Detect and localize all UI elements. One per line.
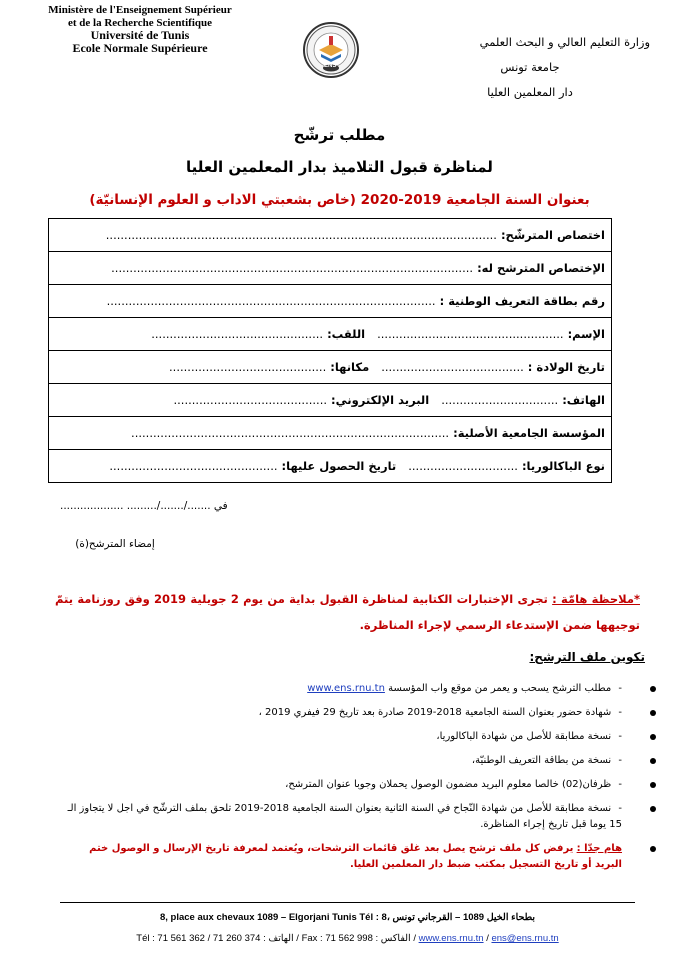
bac-date-label: تاريخ الحصول عليها: (281, 459, 397, 473)
phone-dots: ................................ (441, 393, 559, 407)
list-item (62, 729, 642, 745)
specialty-field[interactable] (49, 219, 612, 252)
bullet-icon (650, 734, 656, 740)
name-field[interactable] (49, 318, 612, 351)
form-row-specialty (49, 219, 612, 252)
form-row-institution (49, 417, 612, 450)
list-item (62, 801, 642, 833)
header-fr-line: et de la Recherche Scientifique (68, 16, 212, 29)
footer-contacts: Tél : 71 561 362 / 71 260 374 : الهاتف / Fax : 71 562 998 : الفاكس / www.ens.rnu.tn / ens@ens.rnu.tn (136, 933, 559, 944)
national-id-field[interactable] (49, 285, 612, 318)
candidate-form-table (48, 218, 612, 483)
footer-tel: Tél : 71 561 362 / 71 260 374 (136, 933, 261, 944)
bullet-icon (650, 846, 656, 852)
list-item (62, 777, 642, 793)
dash-icon: - (618, 683, 622, 694)
email-label: البريد الإلكتروني: (331, 393, 430, 407)
name-dots: ................................................... (377, 327, 564, 341)
email-dots: .......................................... (173, 393, 328, 407)
list-item (62, 705, 642, 721)
target-specialty-dots: ................................................................................................... (111, 261, 474, 275)
specialty-label: اختصاص المترشّح: (500, 228, 605, 242)
footer-email-link[interactable]: ens@ens.rnu.tn (491, 933, 559, 944)
website-link[interactable]: www.ens.rnu.tn (307, 683, 385, 694)
logo-text: ENS (324, 63, 337, 69)
header-fr-line: Ministère de l'Enseignement Supérieur (48, 4, 232, 16)
birth-place-label: مكانها: (330, 360, 370, 374)
bullet-icon (650, 710, 656, 716)
footer-address: 8, place aux chevaux 1089 – Elgorjani Tunis Tél : 8، بطحاء الخيل 1089 – القرجاني تونس (159, 912, 536, 923)
institution-label: المؤسسة الجامعية الأصلية: (453, 426, 605, 440)
note-label: *ملاحظة هامّة : (552, 592, 640, 606)
footer-web-link[interactable]: www.ens.rnu.tn (418, 933, 484, 944)
bullet-icon (650, 782, 656, 788)
list-item (62, 841, 642, 873)
birth-date-dots: ....................................... (381, 360, 524, 374)
header-ar-line: وزارة التعليم العالي و البحث العلمي (479, 35, 650, 49)
bac-date-dots: .............................................. (109, 459, 278, 473)
important-label: هام جدّا : (576, 843, 622, 854)
header-fr-line: Université de Tunis (90, 28, 190, 42)
target-specialty-field[interactable] (49, 252, 612, 285)
specialty-dots: ........................................................................................................... (105, 228, 497, 242)
important-text: يرفض كل ملف ترشح يصل بعد غلق قائمات الترشحات، ويُعتمد لمعرفة تاريخ الإرسال و الوصول ختم البريد أو تاريخ التسجيل بمكتب ضبط دار المعلمين العليا. (89, 843, 622, 870)
header-arabic (410, 30, 650, 105)
list-item (62, 753, 642, 769)
dash-icon: - (618, 755, 622, 766)
dossier-item-text: نسخة من بطاقة التعريف الوطنيّة، (471, 755, 612, 766)
dossier-item-text: مطلب الترشح يسحب و يعمر من موقع واب المؤسسة (384, 683, 612, 694)
form-row-birth (49, 351, 612, 384)
form-row-contact (49, 384, 612, 417)
dash-icon: - (618, 731, 622, 742)
national-id-dots: .......................................................................................... (106, 294, 436, 308)
form-row-name (49, 318, 612, 351)
bullet-icon (650, 758, 656, 764)
footer-fax-ar: الفاكس (380, 933, 411, 944)
list-item (62, 681, 642, 697)
form-row-id (49, 285, 612, 318)
phone-label: الهاتف: (562, 393, 605, 407)
footer-tel-ar: : الهاتف (263, 933, 294, 944)
national-id-label: رقم بطاقة التعريف الوطنية : (439, 294, 605, 308)
institution-field[interactable] (49, 417, 612, 450)
important-note (55, 586, 640, 638)
dossier-item-text: ظرفان(02) خالصا معلوم البريد مضمون الوصول يحملان وجوبا عنوان المترشح، (285, 779, 612, 790)
header-french (40, 4, 240, 54)
form-row-target (49, 252, 612, 285)
dossier-item-text: شهادة حضور بعنوان السنة الجامعية 2018-2019 صادرة بعد تاريخ 29 فيفري 2019 ، (258, 707, 612, 718)
form-subtitle: لمناظرة قبول التلاميذ بدار المعلمين العليا (186, 158, 493, 176)
form-title: مطلب ترشّح (293, 126, 386, 144)
birth-place-dots: ........................................... (169, 360, 327, 374)
name-label: الإسم: (567, 327, 605, 341)
institution-dots: ....................................................................................... (131, 426, 450, 440)
bullet-icon (650, 686, 656, 692)
dossier-title: تكوين ملف الترشح: (529, 650, 645, 664)
bac-field[interactable] (49, 450, 612, 483)
note-text: تجرى الإختبارات الكتابية لمناظرة القبول بداية من يوم 2 جويلية 2019 وفق روزنامة يتمّ توجيهها ضمن الإستدعاء الرسمي لإجراء المناظرة. (55, 592, 640, 632)
form-row-bac (49, 450, 612, 483)
header-ar-line: جامعة تونس (500, 60, 560, 74)
bac-type-dots: .............................. (408, 459, 518, 473)
signature-date-line: في ......./......./......... ................... (60, 500, 228, 512)
header-ar-line: دار المعلمين العليا (487, 85, 573, 99)
dossier-item-text: نسخة مطابقة للأصل من شهادة الباكالوريا، (436, 731, 612, 742)
dash-icon: - (618, 803, 622, 814)
academic-year-title: بعنوان السنة الجامعية 2019-2020 (خاص بشعبتي الاداب و العلوم الإنسانيّة) (89, 192, 590, 208)
bac-type-label: نوع الباكالوريا: (521, 459, 605, 473)
birth-date-label: تاريخ الولادة : (527, 360, 605, 374)
surname-dots: ............................................... (151, 327, 324, 341)
bullet-icon (650, 806, 656, 812)
footer-fax: / Fax : 71 562 998 : (296, 933, 379, 944)
surname-label: اللقب: (327, 327, 366, 341)
dossier-item-text: نسخة مطابقة للأصل من شهادة النّجاح في السنة الثانية بعنوان السنة الجامعية 2018-2019 تلحق بملف الترشّح في اجل لا يتجاوز الـ 15 يوما قبل تاريخ إجراء المناظرة. (67, 803, 622, 830)
footer-divider (60, 902, 635, 903)
ens-logo (303, 22, 359, 78)
birth-field[interactable] (49, 351, 612, 384)
contact-field[interactable] (49, 384, 612, 417)
dossier-list (62, 681, 642, 881)
header-fr-line: Ecole Normale Supérieure (72, 40, 208, 55)
signature-label: إمضاء المترشح(ة) (75, 538, 155, 550)
dash-icon: - (618, 779, 622, 790)
dash-icon: - (618, 707, 622, 718)
target-specialty-label: الإختصاص المترشح له: (477, 261, 605, 275)
